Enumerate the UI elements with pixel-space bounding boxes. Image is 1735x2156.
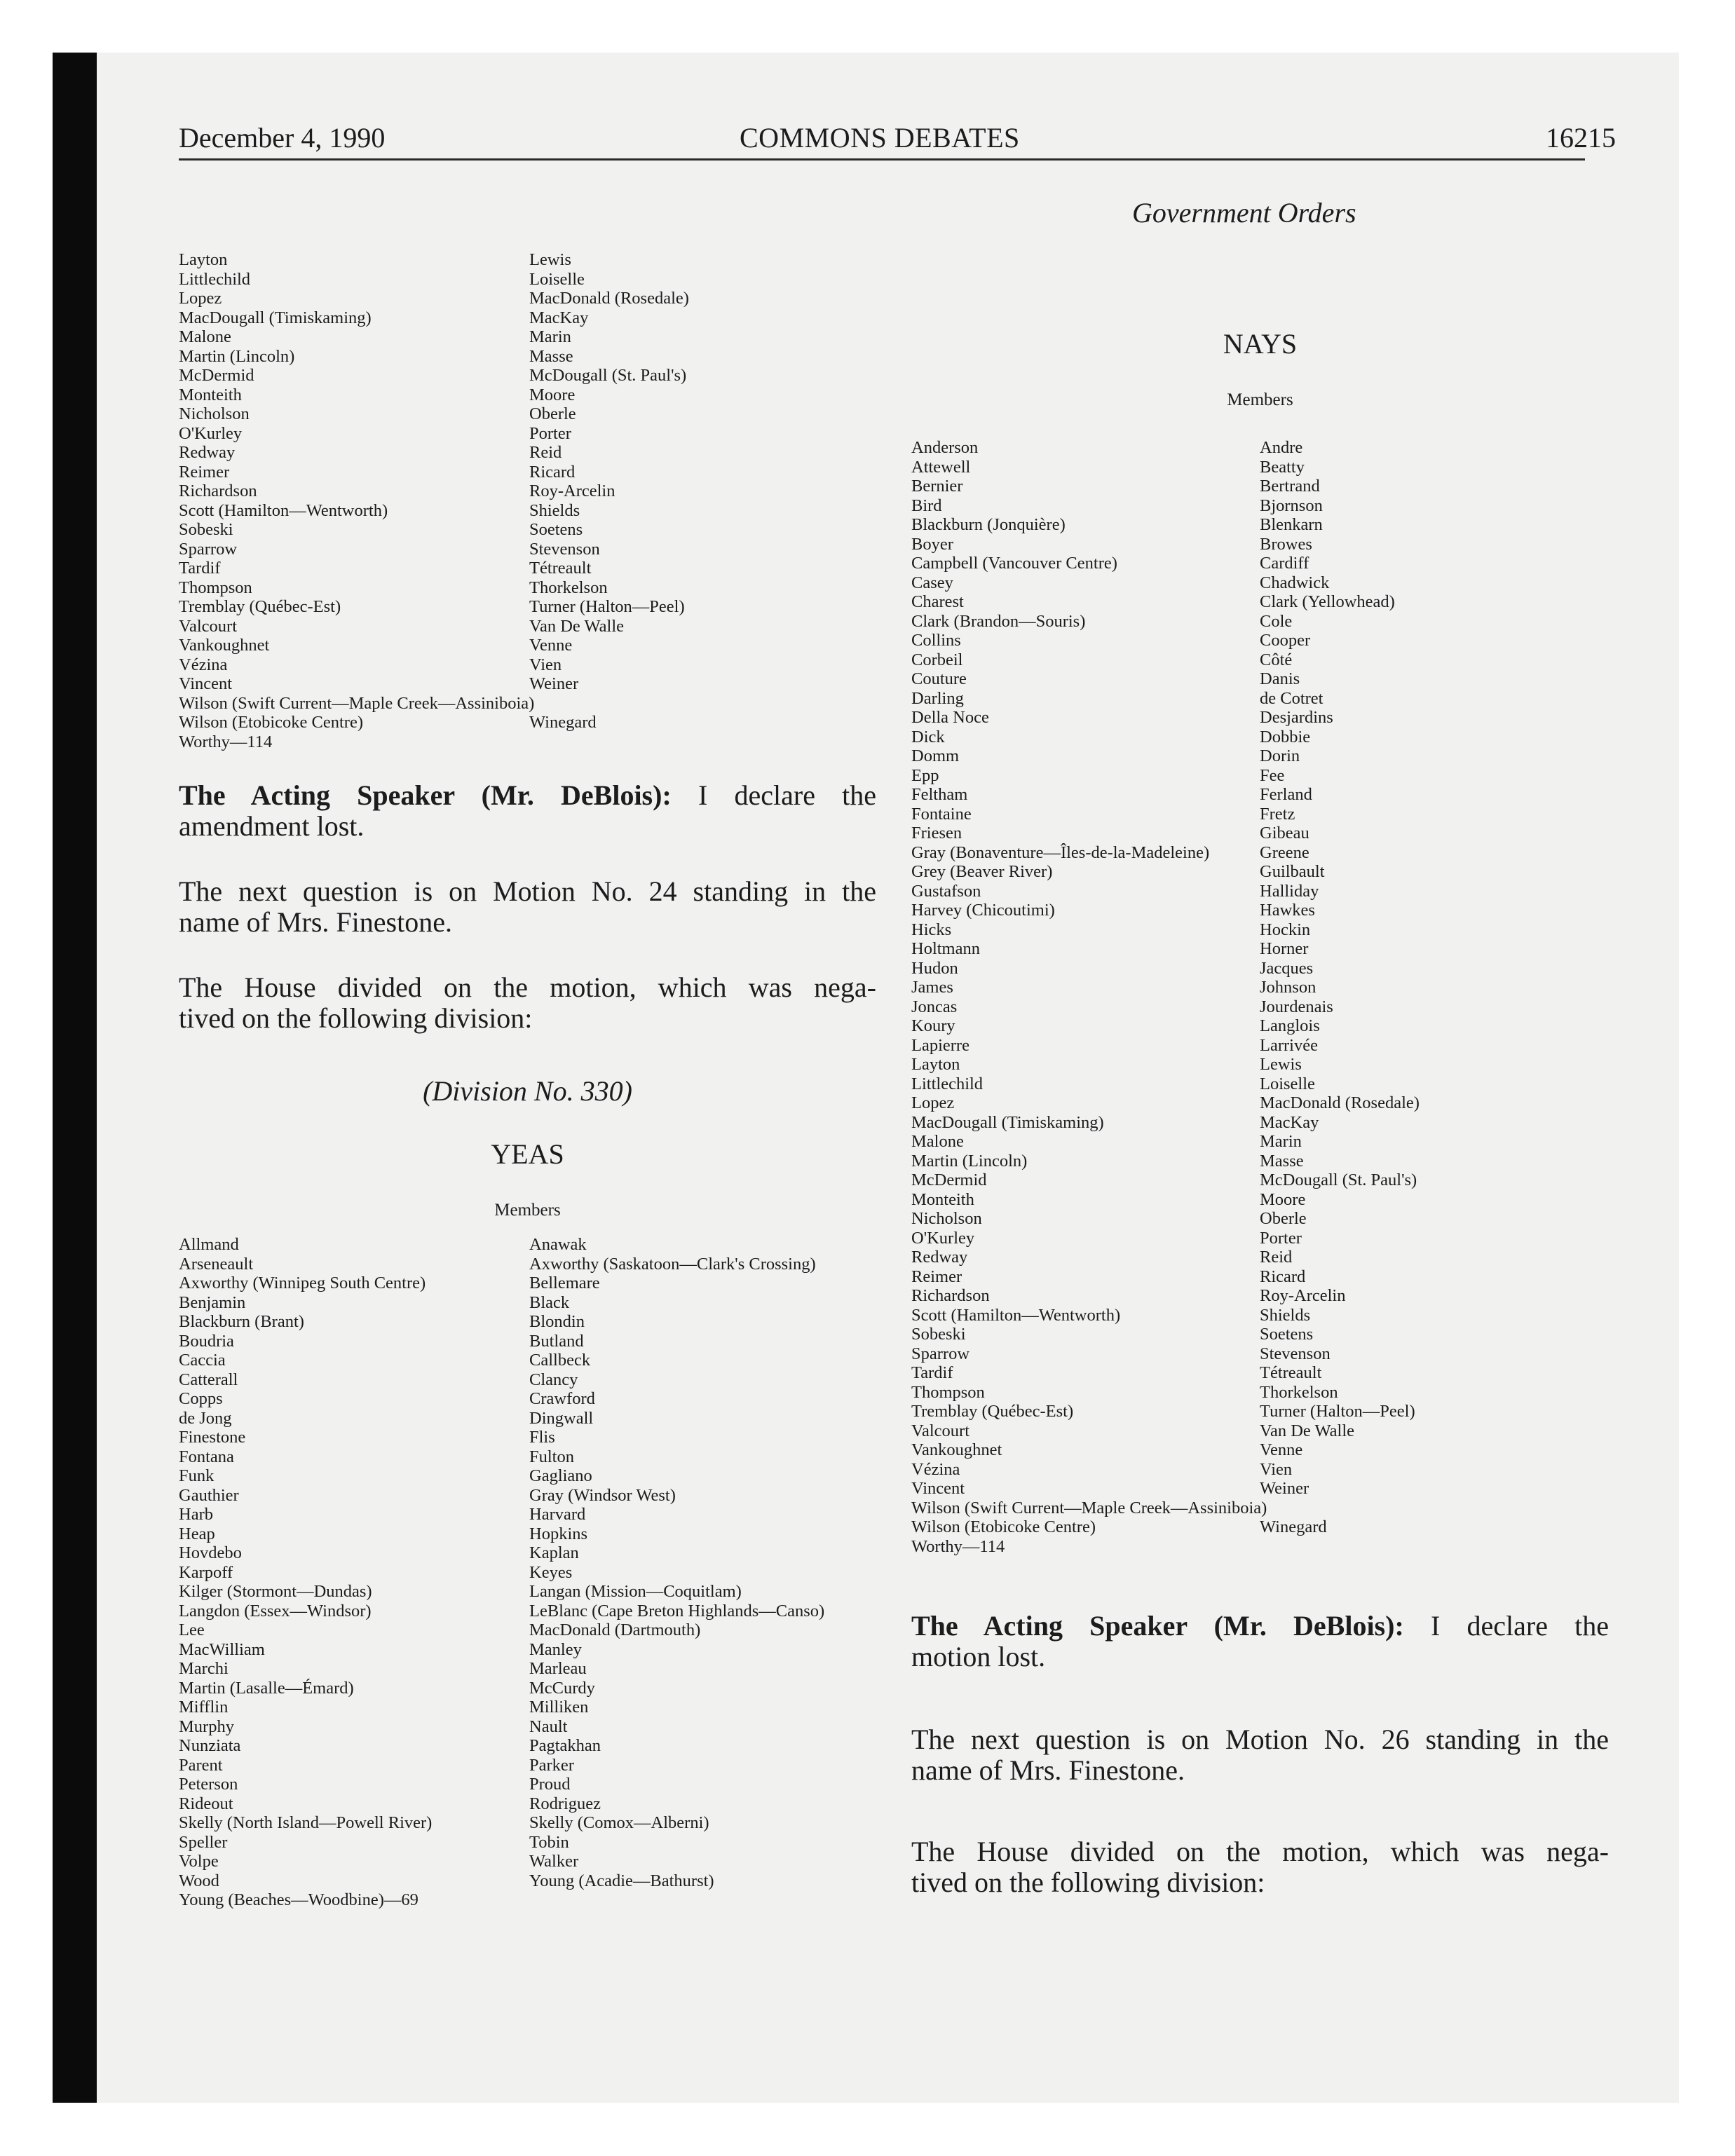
member-name: Anawak [529, 1235, 587, 1254]
member-name: Butland [529, 1331, 584, 1351]
member-name: Lapierre [911, 1035, 969, 1055]
member-name: Clark (Yellowhead) [1260, 592, 1395, 611]
member-name: Larrivée [1260, 1035, 1318, 1055]
member-name: Vincent [179, 674, 233, 693]
member-name: Young (Acadie—Bathurst) [529, 1871, 714, 1890]
member-name: Black [529, 1292, 570, 1312]
nays-tail-col2 [1260, 1517, 1327, 1537]
member-name: Lee [179, 1621, 205, 1639]
member-name: Gagliano [529, 1466, 592, 1485]
member-name: Lopez [911, 1093, 955, 1112]
prev-division-tail-col2 [529, 713, 597, 732]
member-name: Sparrow [179, 539, 238, 559]
member-name: Tardif [179, 559, 221, 578]
member-name: Winegard [1260, 1517, 1327, 1536]
member-name: MacDonald (Rosedale) [529, 289, 689, 308]
member-name: Proud [529, 1775, 571, 1794]
member-name: Cole [1260, 611, 1293, 631]
member-name: de Cotret [1260, 688, 1324, 708]
paragraph-line: The next question is on Motion No. 26 standing in the [911, 1724, 1609, 1755]
member-name: Van De Walle [529, 616, 625, 636]
member-name: Greene [1260, 842, 1309, 862]
member-name: Friesen [911, 824, 962, 842]
member-name: MacKay [529, 308, 589, 327]
member-name: Feltham [911, 785, 968, 804]
member-name: McDougall (St. Paul's) [529, 366, 687, 385]
member-name: McDougall (St. Paul's) [1260, 1171, 1417, 1189]
member-name: Fulton [529, 1447, 574, 1466]
member-name: Joncas [911, 997, 958, 1016]
member-name: Gauthier [179, 1485, 239, 1505]
member-name: Weiner [529, 674, 579, 693]
member-name: Loiselle [1260, 1074, 1315, 1093]
member-name: Cardiff [1260, 554, 1309, 573]
member-name: Milliken [529, 1698, 589, 1717]
member-name: Worthy—114 [911, 1536, 1005, 1556]
member-name: Blondin [529, 1312, 585, 1331]
member-name: Oberle [529, 404, 576, 423]
yeas-names-col2 [529, 1235, 824, 1890]
member-name: LeBlanc (Cape Breton Highlands—Canso) [529, 1601, 825, 1621]
member-name: Reid [529, 443, 562, 462]
member-name: Hockin [1260, 920, 1311, 939]
member-name: Malone [911, 1132, 964, 1151]
member-name: O'Kurley [911, 1228, 975, 1248]
member-name: Scott (Hamilton—Wentworth) [179, 500, 388, 520]
member-name: Tobin [529, 1832, 569, 1852]
member-name: Caccia [179, 1351, 226, 1370]
member-name: MacDonald (Rosedale) [1260, 1093, 1420, 1112]
member-name: Reimer [911, 1267, 962, 1286]
member-name: Tétreault [1260, 1363, 1322, 1382]
member-name: Jourdenais [1260, 997, 1333, 1016]
paragraph-line: tived on the following division: [179, 1002, 533, 1034]
member-name: Danis [1260, 669, 1300, 688]
member-name: Skelly (Comox—Alberni) [529, 1813, 709, 1832]
member-name: Arseneault [179, 1254, 254, 1274]
paragraph-next-question-26 [911, 1724, 1609, 1786]
member-name: Hudon [911, 958, 958, 978]
member-name: Littlechild [179, 269, 251, 289]
member-name: Gray (Windsor West) [529, 1485, 676, 1505]
paragraph-house-divided-1 [179, 972, 876, 1034]
member-name: Bernier [911, 477, 963, 496]
division-number: (Division No. 330) [423, 1075, 632, 1107]
member-name: Allmand [179, 1235, 239, 1254]
member-name: Peterson [179, 1775, 238, 1794]
member-name: Bertrand [1260, 477, 1320, 496]
prev-division-wide-name: Wilson (Swift Current—Maple Creek—Assiniboia) [179, 693, 535, 713]
member-name: Fretz [1260, 804, 1295, 824]
section-title: Government Orders [1132, 197, 1356, 228]
member-name: MacDonald (Dartmouth) [529, 1621, 701, 1639]
member-name: Layton [179, 250, 228, 269]
member-name: Bellemare [529, 1274, 600, 1292]
member-name: Speller [179, 1832, 228, 1852]
member-name: Winegard [529, 713, 597, 732]
paragraph-line: name of Mrs. Finestone. [911, 1754, 1185, 1786]
member-name: Flis [529, 1428, 555, 1447]
member-name: MacWilliam [179, 1639, 265, 1659]
member-name: Copps [179, 1389, 223, 1408]
member-name: Hicks [911, 920, 952, 939]
member-name: Weiner [1260, 1479, 1309, 1498]
member-name: Dorin [1260, 746, 1300, 765]
member-name: Desjardins [1260, 708, 1333, 727]
member-name: Lewis [1260, 1055, 1302, 1074]
member-name: Pagtakhan [529, 1736, 601, 1755]
nays-members-label: Members [1227, 390, 1293, 409]
member-name: Hovdebo [179, 1543, 242, 1562]
member-name: Vien [1260, 1459, 1293, 1479]
member-name: Epp [911, 765, 939, 785]
member-name: Callbeck [529, 1351, 591, 1370]
member-name: Vien [529, 655, 562, 674]
member-name: de Jong [179, 1408, 232, 1428]
prev-division-names-col2 [529, 250, 689, 694]
member-name: Heap [179, 1524, 215, 1543]
header-rule [179, 158, 1585, 161]
member-name: Malone [179, 327, 231, 346]
prev-division-tail-col1 [179, 713, 363, 751]
member-name: Campbell (Vancouver Centre) [911, 554, 1117, 573]
member-name: Parker [529, 1755, 574, 1775]
member-name: Keyes [529, 1562, 573, 1582]
member-name: Nicholson [911, 1209, 982, 1228]
member-name: Langan (Mission—Coquitlam) [529, 1582, 742, 1601]
nays-wide-name: Wilson (Swift Current—Maple Creek—Assiniboia) [911, 1498, 1267, 1517]
member-name: Scott (Hamilton—Wentworth) [911, 1305, 1121, 1325]
member-name: Monteith [179, 385, 242, 404]
member-name: Axworthy (Saskatoon—Clark's Crossing) [529, 1254, 816, 1274]
member-name: Casey [911, 573, 953, 592]
paragraph-house-divided-2 [911, 1836, 1609, 1898]
member-name: Tremblay (Québec-Est) [179, 597, 341, 616]
member-name: Blenkarn [1260, 515, 1323, 534]
member-name: Marchi [179, 1659, 229, 1678]
member-name: Redway [911, 1248, 968, 1267]
member-name: Rideout [179, 1794, 233, 1813]
member-name: Venne [1260, 1440, 1303, 1459]
member-name: Wood [179, 1871, 219, 1890]
member-name: Collins [911, 631, 961, 650]
member-name: Parent [179, 1755, 223, 1775]
member-name: Thompson [911, 1382, 985, 1402]
member-name: Lewis [529, 250, 571, 269]
member-name: Littlechild [911, 1074, 984, 1093]
paragraph-next-question-24 [179, 876, 876, 938]
member-name: Domm [911, 746, 960, 765]
member-name: Tétreault [529, 559, 592, 578]
member-name: Hawkes [1260, 901, 1315, 920]
member-name: Redway [179, 443, 236, 462]
ruling-motion-lost [911, 1611, 1609, 1672]
member-name: Valcourt [179, 616, 237, 636]
member-name: Walker [529, 1852, 579, 1871]
scan-binding-edge [53, 53, 97, 2103]
member-name: Soetens [1260, 1325, 1314, 1344]
member-name: Soetens [529, 520, 583, 539]
member-name: Blackburn (Jonquière) [911, 515, 1066, 534]
member-name: James [911, 978, 953, 997]
member-name: Monteith [911, 1189, 974, 1209]
member-name: Dick [911, 727, 945, 746]
member-name: Ricard [529, 462, 576, 482]
member-name: Richardson [911, 1286, 990, 1305]
member-name: Sparrow [911, 1344, 970, 1363]
ruling-text-part1: I declare the [698, 779, 877, 811]
member-name: Gibeau [1260, 824, 1309, 842]
member-name: Couture [911, 669, 967, 688]
member-name: Cooper [1260, 631, 1311, 650]
member-name: Reid [1260, 1248, 1293, 1267]
member-name: Catterall [179, 1370, 238, 1389]
member-name: Moore [529, 385, 576, 404]
member-name: Horner [1260, 939, 1309, 958]
member-name: Crawford [529, 1389, 595, 1408]
paragraph-line: The next question is on Motion No. 24 standing in the [179, 875, 876, 907]
member-name: Fontaine [911, 804, 972, 824]
member-name: MacKay [1260, 1112, 1319, 1132]
member-name: Wilson (Etobicoke Centre) [911, 1517, 1096, 1536]
member-name: Gustafson [911, 881, 981, 901]
member-name: Sobeski [911, 1325, 966, 1344]
member-name: Sobeski [179, 520, 233, 539]
yeas-heading: YEAS [491, 1138, 564, 1170]
paragraph-line: The House divided on the motion, which was nega- [911, 1836, 1609, 1867]
member-name: Nicholson [179, 404, 250, 423]
member-name: Loiselle [529, 269, 585, 289]
member-name: Mifflin [179, 1698, 229, 1717]
nays-names-col2 [1260, 438, 1420, 1499]
ruling-amendment-lost [179, 780, 876, 842]
member-name: Roy-Arcelin [1260, 1286, 1346, 1305]
member-name: Ferland [1260, 785, 1312, 804]
member-name: Dobbie [1260, 727, 1311, 746]
paragraph-line: The House divided on the motion, which was nega- [179, 971, 876, 1003]
member-name: MacDougall (Timiskaming) [911, 1112, 1104, 1132]
member-name: Boudria [179, 1331, 234, 1351]
ruling-text-part2: motion lost. [911, 1641, 1046, 1672]
member-name: Guilbault [1260, 862, 1325, 881]
member-name: Nault [529, 1717, 568, 1736]
member-name: Marin [1260, 1132, 1302, 1151]
member-name: Stevenson [1260, 1344, 1331, 1363]
member-name: Richardson [179, 482, 257, 500]
member-name: Browes [1260, 534, 1312, 554]
member-name: Martin (Lincoln) [179, 346, 295, 366]
member-name: Charest [911, 592, 964, 611]
member-name: Funk [179, 1466, 215, 1485]
nays-names-col1 [911, 438, 1209, 1499]
member-name: Clancy [529, 1370, 578, 1389]
member-name: Oberle [1260, 1209, 1307, 1228]
member-name: Rodriguez [529, 1794, 601, 1813]
member-name: Martin (Lincoln) [911, 1151, 1028, 1171]
member-name: Harb [179, 1505, 213, 1524]
member-name: Clark (Brandon—Souris) [911, 611, 1086, 631]
member-name: Masse [529, 346, 573, 366]
member-name: Benjamin [179, 1292, 246, 1312]
member-name: Martin (Lasalle—Émard) [179, 1678, 354, 1698]
member-name: Finestone [179, 1428, 246, 1447]
member-name: Manley [529, 1639, 582, 1659]
member-name: Turner (Halton—Peel) [1260, 1402, 1415, 1421]
member-name: Bird [911, 496, 942, 515]
document-page [53, 53, 1679, 2103]
member-name: Fee [1260, 765, 1285, 785]
member-name: Karpoff [179, 1562, 233, 1582]
member-name: Kaplan [529, 1543, 579, 1562]
member-name: Bjornson [1260, 496, 1323, 515]
member-name: Vankoughnet [179, 636, 270, 655]
header-page-number: 16215 [1546, 122, 1616, 153]
member-name: Langlois [1260, 1016, 1320, 1035]
member-name: Vézina [911, 1459, 960, 1479]
ruling-text-part2: amendment lost. [179, 810, 365, 842]
member-name: Roy-Arcelin [529, 482, 615, 500]
member-name: Kilger (Stormont—Dundas) [179, 1582, 372, 1601]
member-name: Porter [1260, 1228, 1302, 1248]
header-title: COMMONS DEBATES [740, 122, 1020, 153]
member-name: Harvard [529, 1505, 586, 1524]
member-name: Jacques [1260, 958, 1314, 978]
nays-heading: NAYS [1223, 328, 1298, 360]
member-name: Volpe [179, 1852, 219, 1871]
member-name: Ricard [1260, 1267, 1306, 1286]
member-name: Langdon (Essex—Windsor) [179, 1601, 372, 1621]
speaker-name: The Acting Speaker (Mr. DeBlois): [911, 1610, 1404, 1642]
member-name: Vankoughnet [911, 1440, 1002, 1459]
member-name: Gray (Bonaventure—Îles-de-la-Madeleine) [911, 842, 1210, 862]
member-name: Tremblay (Québec-Est) [911, 1402, 1074, 1421]
member-name: Reimer [179, 462, 230, 482]
member-name: Murphy [179, 1717, 234, 1736]
member-name: Lopez [179, 289, 222, 308]
member-name: McDermid [911, 1171, 987, 1189]
paragraph-line: name of Mrs. Finestone. [179, 906, 452, 938]
member-name: Thorkelson [529, 578, 608, 597]
member-name: Marleau [529, 1659, 587, 1678]
member-name: Halliday [1260, 881, 1319, 901]
member-name: Moore [1260, 1189, 1306, 1209]
member-name: Beatty [1260, 457, 1305, 477]
ruling-text-part1: I declare the [1430, 1610, 1610, 1642]
member-name: Vézina [179, 655, 228, 674]
member-name: Porter [529, 423, 571, 443]
member-name: MacDougall (Timiskaming) [179, 308, 372, 327]
member-name: Wilson (Etobicoke Centre) [179, 713, 363, 732]
member-name: Tardif [911, 1363, 953, 1382]
member-name: Masse [1260, 1151, 1304, 1171]
member-name: Blackburn (Brant) [179, 1312, 304, 1331]
member-name: Holtmann [911, 939, 980, 958]
member-name: Venne [529, 636, 573, 655]
member-name: Valcourt [911, 1421, 969, 1440]
member-name: Johnson [1260, 978, 1316, 997]
member-name: Andre [1260, 438, 1303, 457]
member-name: Grey (Beaver River) [911, 862, 1053, 881]
member-name: Vincent [911, 1479, 965, 1498]
member-name: Harvey (Chicoutimi) [911, 901, 1055, 920]
speaker-name: The Acting Speaker (Mr. DeBlois): [179, 779, 672, 811]
member-name: Shields [1260, 1305, 1311, 1325]
nays-tail-col1 [911, 1517, 1096, 1556]
member-name: McCurdy [529, 1678, 595, 1698]
member-name: Thorkelson [1260, 1382, 1338, 1402]
header-date: December 4, 1990 [179, 122, 386, 153]
member-name: Fontana [179, 1447, 234, 1466]
member-name: Skelly (North Island—Powell River) [179, 1813, 433, 1832]
member-name: Thompson [179, 578, 252, 597]
member-name: Koury [911, 1016, 955, 1035]
member-name: Nunziata [179, 1736, 241, 1755]
member-name: O'Kurley [179, 423, 243, 443]
yeas-members-label: Members [494, 1201, 561, 1220]
member-name: Darling [911, 688, 964, 708]
member-name: Worthy—114 [179, 732, 273, 751]
prev-division-names-col1 [179, 250, 388, 694]
member-name: Stevenson [529, 539, 600, 559]
member-name: Della Noce [911, 708, 989, 727]
member-name: Côté [1260, 650, 1293, 669]
member-name: Marin [529, 327, 571, 346]
member-name: Anderson [911, 438, 979, 457]
member-name: Layton [911, 1055, 960, 1074]
paragraph-line: tived on the following division: [911, 1867, 1265, 1898]
member-name: Corbeil [911, 650, 963, 669]
member-name: McDermid [179, 366, 254, 385]
member-name: Young (Beaches—Woodbine)—69 [179, 1890, 419, 1909]
yeas-names-col1 [179, 1235, 432, 1910]
member-name: Attewell [911, 457, 971, 477]
member-name: Van De Walle [1260, 1421, 1355, 1440]
member-name: Shields [529, 500, 580, 520]
member-name: Turner (Halton—Peel) [529, 597, 685, 616]
member-name: Boyer [911, 534, 953, 554]
member-name: Dingwall [529, 1408, 594, 1428]
member-name: Chadwick [1260, 573, 1330, 592]
member-name: Axworthy (Winnipeg South Centre) [179, 1274, 426, 1292]
member-name: Hopkins [529, 1524, 588, 1543]
